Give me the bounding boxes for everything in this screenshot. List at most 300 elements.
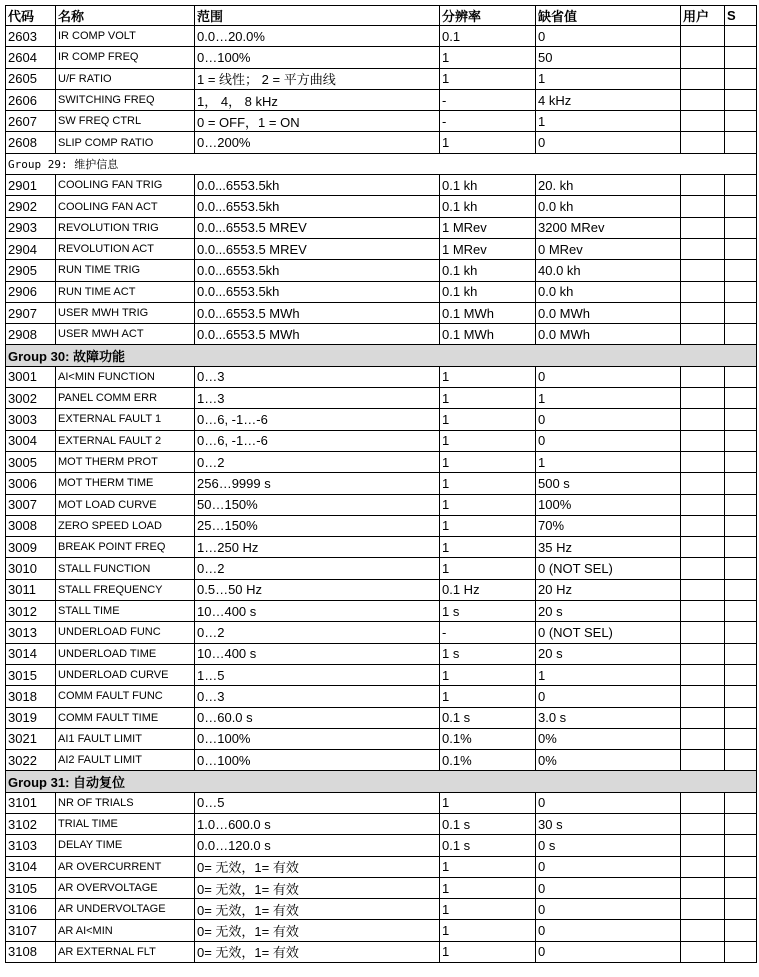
param-code: 3108 <box>6 941 56 962</box>
param-range: 0.0...6553.5kh <box>195 196 440 217</box>
table-row <box>6 132 757 153</box>
param-default: 35 Hz <box>536 537 681 558</box>
table-row <box>6 920 757 941</box>
param-resolution: 0.1 Hz <box>440 579 536 600</box>
table-row <box>6 302 757 323</box>
param-code: 3002 <box>6 388 56 409</box>
param-resolution: 1 <box>440 473 536 494</box>
param-s-cell <box>725 473 757 494</box>
table-row <box>6 792 757 813</box>
param-code: 3014 <box>6 643 56 664</box>
param-name: EXTERNAL FAULT 2 <box>56 430 195 451</box>
param-default: 0 <box>536 792 681 813</box>
table-row <box>6 622 757 643</box>
param-resolution: 1 <box>440 537 536 558</box>
param-default: 0 <box>536 430 681 451</box>
param-name: REVOLUTION TRIG <box>56 217 195 238</box>
param-name: U/F RATIO <box>56 68 195 89</box>
param-default: 30 s <box>536 813 681 834</box>
param-code: 3008 <box>6 515 56 536</box>
param-range: 1.0…600.0 s <box>195 813 440 834</box>
param-resolution: 1 <box>440 664 536 685</box>
param-name: AR UNDERVOLTAGE <box>56 899 195 920</box>
param-code: 3005 <box>6 451 56 472</box>
param-range: 0= 无效，1= 有效 <box>195 856 440 877</box>
param-default: 0.0 MWh <box>536 324 681 345</box>
param-name: NR OF TRIALS <box>56 792 195 813</box>
param-s-cell <box>725 643 757 664</box>
param-user-cell <box>681 728 725 749</box>
param-range: 0.0...6553.5kh <box>195 281 440 302</box>
param-name: USER MWH ACT <box>56 324 195 345</box>
param-default: 70% <box>536 515 681 536</box>
param-user-cell <box>681 111 725 132</box>
table-row <box>6 68 757 89</box>
param-user-cell <box>681 132 725 153</box>
param-code: 2606 <box>6 89 56 110</box>
param-name: AI1 FAULT LIMIT <box>56 728 195 749</box>
table-row <box>6 643 757 664</box>
table-row <box>6 494 757 515</box>
param-s-cell <box>725 196 757 217</box>
table-row <box>6 835 757 856</box>
param-s-cell <box>725 537 757 558</box>
param-user-cell <box>681 324 725 345</box>
param-default: 0 (NOT SEL) <box>536 622 681 643</box>
param-range: 10…400 s <box>195 601 440 622</box>
param-default: 100% <box>536 494 681 515</box>
param-resolution: 0.1% <box>440 728 536 749</box>
param-range: 0…3 <box>195 686 440 707</box>
param-resolution: 0.1 <box>440 26 536 47</box>
param-user-cell <box>681 409 725 430</box>
param-range: 0…100% <box>195 750 440 771</box>
param-resolution: 1 s <box>440 643 536 664</box>
param-user-cell <box>681 558 725 579</box>
param-user-cell <box>681 664 725 685</box>
param-s-cell <box>725 899 757 920</box>
param-code: 3006 <box>6 473 56 494</box>
param-code: 2907 <box>6 302 56 323</box>
param-name: AI2 FAULT LIMIT <box>56 750 195 771</box>
param-user-cell <box>681 856 725 877</box>
param-resolution: - <box>440 89 536 110</box>
param-default: 0 MRev <box>536 238 681 259</box>
table-row <box>6 26 757 47</box>
param-code: 3004 <box>6 430 56 451</box>
param-name: COOLING FAN TRIG <box>56 175 195 196</box>
param-code: 2604 <box>6 47 56 68</box>
table-row <box>6 366 757 387</box>
param-user-cell <box>681 920 725 941</box>
param-name: SWITCHING FREQ <box>56 89 195 110</box>
param-default: 500 s <box>536 473 681 494</box>
param-code: 2603 <box>6 26 56 47</box>
param-resolution: 0.1 kh <box>440 196 536 217</box>
table-row <box>6 728 757 749</box>
param-s-cell <box>725 47 757 68</box>
param-range: 0.0...6553.5 MWh <box>195 324 440 345</box>
table-row <box>6 430 757 451</box>
param-s-cell <box>725 792 757 813</box>
param-default: 1 <box>536 451 681 472</box>
param-name: IR COMP FREQ <box>56 47 195 68</box>
param-resolution: 1 <box>440 68 536 89</box>
param-resolution: 0.1 kh <box>440 260 536 281</box>
param-user-cell <box>681 26 725 47</box>
param-s-cell <box>725 175 757 196</box>
param-default: 1 <box>536 111 681 132</box>
header-default: 缺省值 <box>536 6 681 26</box>
param-name: RUN TIME ACT <box>56 281 195 302</box>
param-s-cell <box>725 707 757 728</box>
param-s-cell <box>725 558 757 579</box>
param-s-cell <box>725 430 757 451</box>
param-s-cell <box>725 388 757 409</box>
param-user-cell <box>681 217 725 238</box>
param-user-cell <box>681 877 725 898</box>
param-user-cell <box>681 813 725 834</box>
param-default: 0.0 kh <box>536 281 681 302</box>
param-range: 0…2 <box>195 451 440 472</box>
group-title: Group 31: 自动复位 <box>6 771 757 792</box>
param-range: 0.0...6553.5kh <box>195 175 440 196</box>
param-code: 3101 <box>6 792 56 813</box>
param-range: 0…3 <box>195 366 440 387</box>
param-resolution: 0.1 s <box>440 707 536 728</box>
param-code: 3105 <box>6 877 56 898</box>
param-resolution: 1 <box>440 515 536 536</box>
param-default: 1 <box>536 664 681 685</box>
param-code: 3003 <box>6 409 56 430</box>
param-s-cell <box>725 281 757 302</box>
parameter-table-body <box>6 26 757 963</box>
param-name: AI<MIN FUNCTION <box>56 366 195 387</box>
param-code: 3107 <box>6 920 56 941</box>
header-row <box>6 6 757 26</box>
param-range: 0…200% <box>195 132 440 153</box>
table-row <box>6 813 757 834</box>
param-code: 3103 <box>6 835 56 856</box>
table-row <box>6 388 757 409</box>
param-resolution: 1 <box>440 47 536 68</box>
param-range: 0.0...6553.5kh <box>195 260 440 281</box>
param-resolution: 1 <box>440 409 536 430</box>
param-resolution: 1 MRev <box>440 238 536 259</box>
param-range: 0= 无效，1= 有效 <box>195 941 440 962</box>
table-row <box>6 111 757 132</box>
param-name: COOLING FAN ACT <box>56 196 195 217</box>
table-row <box>6 899 757 920</box>
param-code: 3009 <box>6 537 56 558</box>
param-default: 0.0 kh <box>536 196 681 217</box>
param-user-cell <box>681 515 725 536</box>
param-resolution: - <box>440 622 536 643</box>
param-range: 0= 无效，1= 有效 <box>195 899 440 920</box>
param-user-cell <box>681 47 725 68</box>
group-title: Group 30: 故障功能 <box>6 345 757 366</box>
param-range: 0…100% <box>195 728 440 749</box>
param-user-cell <box>681 175 725 196</box>
param-code: 2605 <box>6 68 56 89</box>
param-resolution: 1 <box>440 388 536 409</box>
param-name: MOT THERM TIME <box>56 473 195 494</box>
param-resolution: 0.1 kh <box>440 281 536 302</box>
param-name: UNDERLOAD TIME <box>56 643 195 664</box>
param-default: 0 <box>536 856 681 877</box>
param-range: 0.5…50 Hz <box>195 579 440 600</box>
param-code: 2903 <box>6 217 56 238</box>
param-name: BREAK POINT FREQ <box>56 537 195 558</box>
header-code: 代码 <box>6 6 56 26</box>
param-range: 0.0…120.0 s <box>195 835 440 856</box>
param-s-cell <box>725 451 757 472</box>
param-s-cell <box>725 366 757 387</box>
param-user-cell <box>681 473 725 494</box>
param-name: STALL FUNCTION <box>56 558 195 579</box>
param-default: 0 <box>536 877 681 898</box>
param-code: 3012 <box>6 601 56 622</box>
param-s-cell <box>725 409 757 430</box>
param-name: AR OVERVOLTAGE <box>56 877 195 898</box>
param-code: 3007 <box>6 494 56 515</box>
param-default: 3200 MRev <box>536 217 681 238</box>
param-s-cell <box>725 622 757 643</box>
param-range: 0= 无效，1= 有效 <box>195 920 440 941</box>
param-s-cell <box>725 89 757 110</box>
table-row <box>6 196 757 217</box>
param-code: 3011 <box>6 579 56 600</box>
param-resolution: 1 <box>440 558 536 579</box>
param-resolution: 1 <box>440 920 536 941</box>
param-range: 0…6, -1…-6 <box>195 430 440 451</box>
param-resolution: 1 <box>440 877 536 898</box>
table-row <box>6 260 757 281</box>
param-s-cell <box>725 238 757 259</box>
group-title: Group 29: 维护信息 <box>6 153 757 174</box>
table-row <box>6 579 757 600</box>
param-user-cell <box>681 281 725 302</box>
param-range: 0.0...6553.5 MWh <box>195 302 440 323</box>
table-row <box>6 941 757 962</box>
param-default: 0 <box>536 132 681 153</box>
param-user-cell <box>681 792 725 813</box>
param-name: IR COMP VOLT <box>56 26 195 47</box>
table-row <box>6 537 757 558</box>
group-header-row <box>6 771 757 792</box>
param-range: 0.0...6553.5 MREV <box>195 217 440 238</box>
group-header-row <box>6 345 757 366</box>
param-name: REVOLUTION ACT <box>56 238 195 259</box>
param-default: 1 <box>536 68 681 89</box>
param-code: 2905 <box>6 260 56 281</box>
param-code: 2904 <box>6 238 56 259</box>
param-name: SLIP COMP RATIO <box>56 132 195 153</box>
param-s-cell <box>725 664 757 685</box>
param-resolution: 1 <box>440 132 536 153</box>
param-user-cell <box>681 686 725 707</box>
param-code: 3010 <box>6 558 56 579</box>
param-s-cell <box>725 856 757 877</box>
param-code: 3019 <box>6 707 56 728</box>
param-name: ZERO SPEED LOAD <box>56 515 195 536</box>
param-resolution: 0.1 kh <box>440 175 536 196</box>
table-row <box>6 856 757 877</box>
param-name: TRIAL TIME <box>56 813 195 834</box>
header-resolution: 分辨率 <box>440 6 536 26</box>
param-resolution: 1 <box>440 686 536 707</box>
param-resolution: 0.1 MWh <box>440 324 536 345</box>
param-range: 0…2 <box>195 558 440 579</box>
param-name: STALL FREQUENCY <box>56 579 195 600</box>
param-default: 40.0 kh <box>536 260 681 281</box>
param-s-cell <box>725 68 757 89</box>
table-row <box>6 473 757 494</box>
param-resolution: 1 <box>440 941 536 962</box>
table-row <box>6 409 757 430</box>
param-name: AR EXTERNAL FLT <box>56 941 195 962</box>
param-code: 3102 <box>6 813 56 834</box>
param-s-cell <box>725 750 757 771</box>
param-code: 2908 <box>6 324 56 345</box>
param-user-cell <box>681 68 725 89</box>
param-default: 0.0 MWh <box>536 302 681 323</box>
param-s-cell <box>725 835 757 856</box>
parameter-table <box>5 5 757 963</box>
param-default: 20 s <box>536 601 681 622</box>
param-range: 0…100% <box>195 47 440 68</box>
param-default: 0 <box>536 686 681 707</box>
param-s-cell <box>725 111 757 132</box>
param-default: 0 <box>536 366 681 387</box>
param-user-cell <box>681 494 725 515</box>
table-row <box>6 238 757 259</box>
param-name: UNDERLOAD FUNC <box>56 622 195 643</box>
table-row <box>6 175 757 196</box>
table-row <box>6 47 757 68</box>
param-user-cell <box>681 238 725 259</box>
param-name: PANEL COMM ERR <box>56 388 195 409</box>
param-code: 2901 <box>6 175 56 196</box>
param-name: AR OVERCURRENT <box>56 856 195 877</box>
param-range: 1…5 <box>195 664 440 685</box>
param-user-cell <box>681 430 725 451</box>
param-default: 3.0 s <box>536 707 681 728</box>
param-code: 3018 <box>6 686 56 707</box>
param-code: 2906 <box>6 281 56 302</box>
table-row <box>6 281 757 302</box>
param-name: UNDERLOAD CURVE <box>56 664 195 685</box>
table-row <box>6 558 757 579</box>
table-row <box>6 217 757 238</box>
param-name: EXTERNAL FAULT 1 <box>56 409 195 430</box>
param-default: 1 <box>536 388 681 409</box>
group-header-row <box>6 153 757 174</box>
param-code: 3104 <box>6 856 56 877</box>
param-default: 4 kHz <box>536 89 681 110</box>
param-name: COMM FAULT TIME <box>56 707 195 728</box>
param-name: COMM FAULT FUNC <box>56 686 195 707</box>
param-user-cell <box>681 196 725 217</box>
param-s-cell <box>725 686 757 707</box>
param-default: 20. kh <box>536 175 681 196</box>
param-resolution: 0.1 s <box>440 835 536 856</box>
param-range: 25…150% <box>195 515 440 536</box>
param-name: USER MWH TRIG <box>56 302 195 323</box>
param-range: 0…6, -1…-6 <box>195 409 440 430</box>
param-user-cell <box>681 537 725 558</box>
param-s-cell <box>725 920 757 941</box>
param-default: 0 <box>536 899 681 920</box>
table-row <box>6 89 757 110</box>
param-s-cell <box>725 324 757 345</box>
param-range: 0…2 <box>195 622 440 643</box>
param-range: 50…150% <box>195 494 440 515</box>
param-range: 0…60.0 s <box>195 707 440 728</box>
param-resolution: 1 <box>440 856 536 877</box>
param-s-cell <box>725 26 757 47</box>
param-s-cell <box>725 302 757 323</box>
table-row <box>6 601 757 622</box>
param-user-cell <box>681 899 725 920</box>
param-code: 3021 <box>6 728 56 749</box>
param-default: 20 s <box>536 643 681 664</box>
param-resolution: 1 <box>440 792 536 813</box>
param-default: 50 <box>536 47 681 68</box>
param-name: RUN TIME TRIG <box>56 260 195 281</box>
param-s-cell <box>725 877 757 898</box>
param-range: 0…5 <box>195 792 440 813</box>
param-resolution: 0.1 MWh <box>440 302 536 323</box>
param-s-cell <box>725 260 757 281</box>
param-code: 3013 <box>6 622 56 643</box>
param-code: 3022 <box>6 750 56 771</box>
param-name: MOT THERM PROT <box>56 451 195 472</box>
param-user-cell <box>681 643 725 664</box>
table-row <box>6 451 757 472</box>
param-s-cell <box>725 601 757 622</box>
param-resolution: 1 s <box>440 601 536 622</box>
param-range: 0.0…20.0% <box>195 26 440 47</box>
param-resolution: 1 <box>440 451 536 472</box>
param-user-cell <box>681 579 725 600</box>
table-row <box>6 750 757 771</box>
param-default: 0 <box>536 941 681 962</box>
param-range: 256…9999 s <box>195 473 440 494</box>
table-row <box>6 324 757 345</box>
header-user: 用户 <box>681 6 725 26</box>
param-code: 3015 <box>6 664 56 685</box>
header-range: 范围 <box>195 6 440 26</box>
param-user-cell <box>681 750 725 771</box>
param-resolution: 1 MRev <box>440 217 536 238</box>
param-default: 0% <box>536 728 681 749</box>
param-default: 0 <box>536 920 681 941</box>
param-s-cell <box>725 217 757 238</box>
param-user-cell <box>681 622 725 643</box>
param-s-cell <box>725 813 757 834</box>
param-s-cell <box>725 941 757 962</box>
param-resolution: 1 <box>440 366 536 387</box>
param-default: 0 (NOT SEL) <box>536 558 681 579</box>
param-name: AR AI<MIN <box>56 920 195 941</box>
param-range: 0.0...6553.5 MREV <box>195 238 440 259</box>
param-resolution: 1 <box>440 494 536 515</box>
param-resolution: 1 <box>440 430 536 451</box>
param-s-cell <box>725 728 757 749</box>
param-range: 1…3 <box>195 388 440 409</box>
param-user-cell <box>681 707 725 728</box>
